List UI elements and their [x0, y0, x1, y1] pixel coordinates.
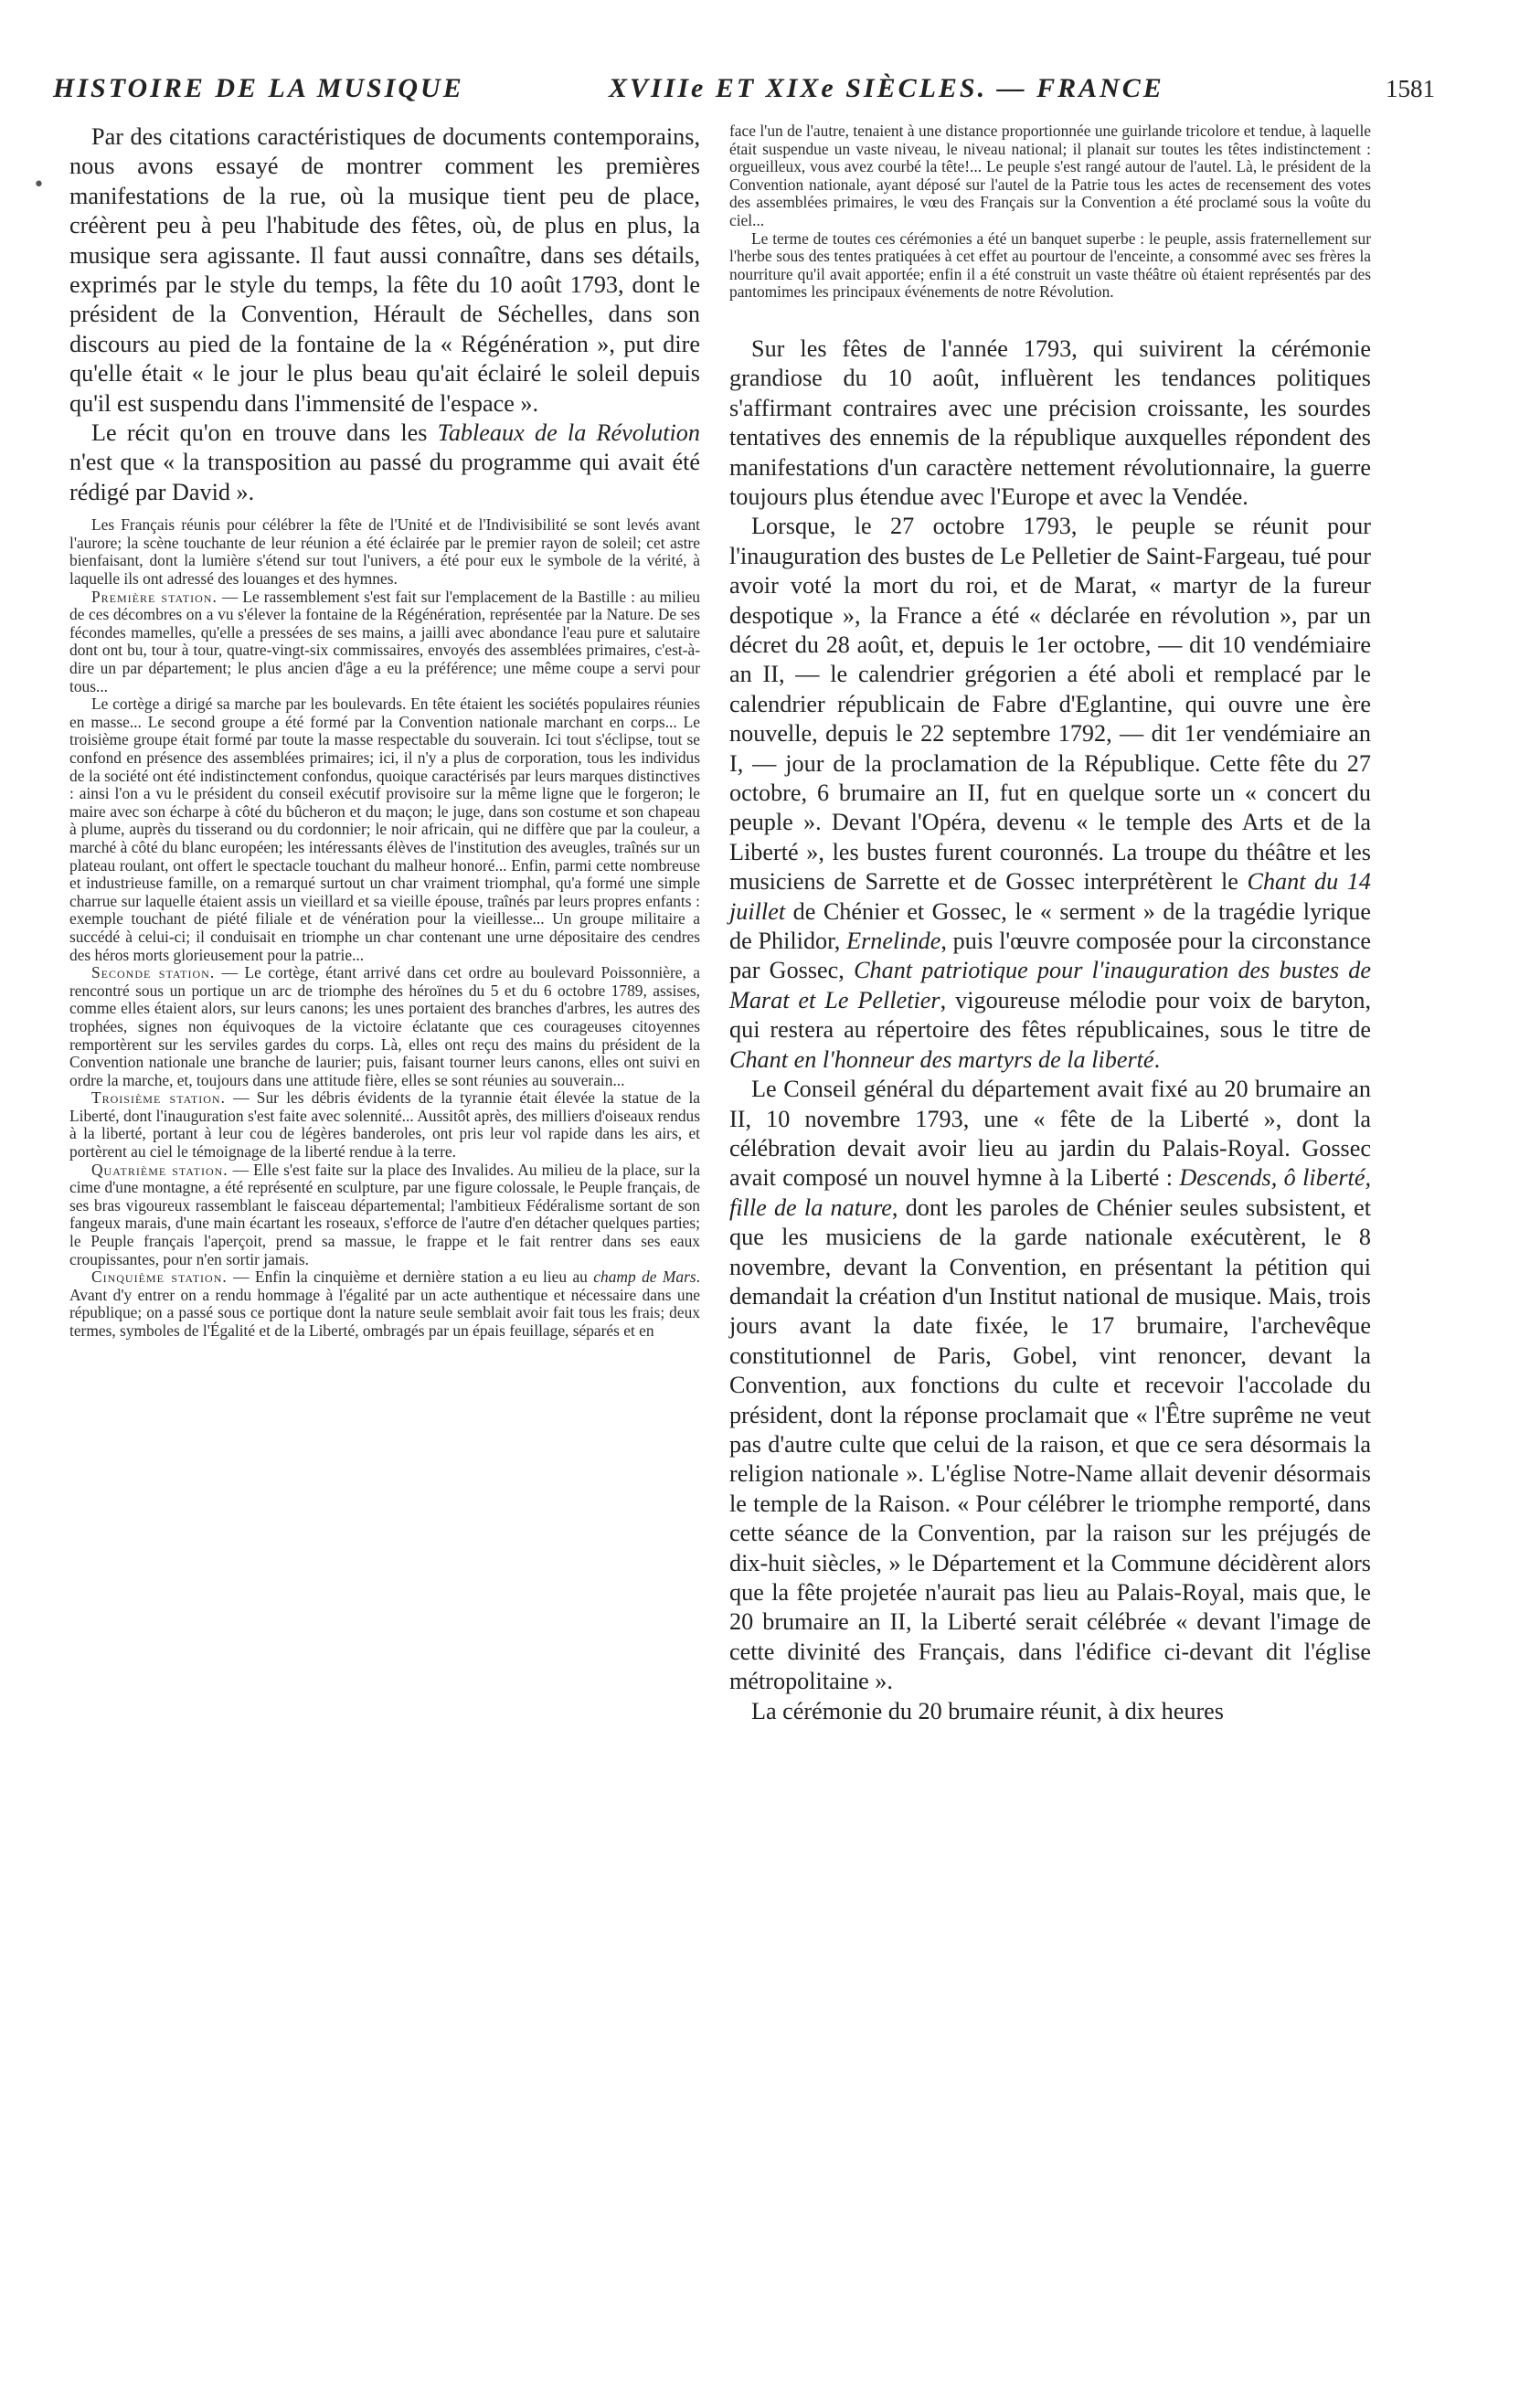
right-column — [729, 122, 1371, 1726]
body-paragraph — [729, 512, 1371, 1075]
italic-title: Chant patriotique pour l'inauguration des bustes de Marat et Le Pelletier — [729, 957, 1371, 1013]
italic-place: champ de Mars — [593, 1268, 696, 1287]
italic-title: Chant en l'honneur des martyrs de la liberté — [729, 1045, 1154, 1073]
italic-title: Ernelinde — [846, 928, 941, 955]
text-run: , puis l'œuvre composée pour la circonstance par Gossec, — [729, 928, 1371, 984]
italic-title: Descends, ô liberté, fille de la nature — [729, 1164, 1371, 1221]
station-text: — Le cortège, étant arrivé dans cet ordre au boulevard Poissonnière, a rencontré sous un portique un arc de triomphe des héroïnes du 5 et du 6 octobre 1789, assises, comme elles étaient alors, sur leurs canons; les unes portaient des branches d'arbres, les autres des trophées, signes non équivoques de la victoire éclatante que ces courageuses citoyennes remportèrent sur les serviles gardes du corps. Là, elles ont reçu des mains du président de la Convention nationale une branche de laurier; puis, faisant tourner leurs canons, elles ont suivi en ordre la marche, et, toujours dans une attitude fière, elles se sont réunies au souverain... — [69, 963, 700, 1089]
station-label: Quatrième station. — [91, 1160, 228, 1179]
station-label: Cinquième station. — [91, 1268, 228, 1287]
station-1 — [69, 589, 700, 696]
italic-title: Tableaux de la Révolution — [437, 419, 700, 447]
station-4 — [69, 1162, 700, 1269]
left-column — [69, 122, 700, 1341]
running-head-title: HISTOIRE DE LA MUSIQUE — [53, 73, 464, 103]
station-text: — Sur les débris évidents de la tyrannie était élevée la statue de la Liberté, dont l'inauguration s'est faite avec solennité... Aussitôt après, des milliers d'oiseaux rendus à la liberté, portant à leur cou de légères banderoles, ont pris leur vol rapide dans les airs, et portèrent au ciel le témoignage de la liberté rendue à la terre. — [69, 1088, 700, 1162]
margin-mark: • — [33, 174, 45, 196]
intro-paragraph-2 — [69, 419, 700, 507]
text-run: Lorsque, le 27 octobre 1793, le peuple se réunit pour l'inauguration des bustes de Le Pelletier de Saint-Fargeau, tué pour avoir voté la mort du roi, et de Marat, « martyr de la fureur despotique », la France a été « déclarée en révolution », par un décret du 28 août, et, depuis le 1er octobre, — dit 10 vendémiaire an II, — le calendrier grégorien a été aboli et remplacé par le calendrier républicain de Fabre d'Eglantine, qui ouvre une ère nouvelle, depuis le 22 septembre 1792, — dit 1er vendémiaire an I, — jour de la proclamation de la République. Cette fête du 27 octobre, 6 brumaire an II, fut en quelque sorte un « concert du peuple ». Devant l'Opéra, devenu « le temple des Arts et de la Liberté », les bustes furent couronnés. La troupe du théâtre et les musiciens de Sarrette et de Gossec interprétèrent le — [729, 513, 1371, 896]
station-text: — Elle s'est faite sur la place des Invalides. Au milieu de la place, sur la cime d'une montagne, a été représenté en sculpture, par une figure colossale, le Peuple français, de ses bras vigoureux rassemblant le faisceau départemental; l'ambitieux Fédéralisme sortant de son fangeux marais, d'une main écartant les roseaux, s'efforce de l'autre d'en détacher quelques parties; le Peuple français l'aperçoit, prend sa massue, le frappe et le fait rentrer dans ses eaux croupissantes, pour n'en sortir jamais. — [69, 1160, 700, 1268]
text-run: de Chénier et Gossec, le « serment » de la tragédie lyrique de Philidor, — [729, 897, 1371, 955]
text-run: , dont les paroles de Chénier seules subsistent, et que les musiciens de la garde nationale exécutèrent, le 8 novembre, devant la Convention, en présentant la pétition qui demandait la création d'un Institut national de musique. Mais, trois jours avant la date fixée, le 17 brumaire, l'archevêque constitutionnel de Paris, Gobel, vint renoncer, devant la Convention, aux fonctions du culte et recevoir l'accolade du président, dont la réponse proclamait que « l'Être suprême ne veut pas d'autre culte que celui de la raison, et que ce sera désormais la religion nationale ». L'église Notre-Name allait devenir désormais le temple de la Raison. « Pour célébrer le triomphe remporté, dans cette séance de la Convention, par la raison sur les préjugés de dix-huit siècles, » le Département et la Commune décidèrent alors que la fête projetée n'aurait pas lieu au Palais-Royal, mais que, le 20 brumaire an II, la Liberté serait célébrée « devant l'image de cette divinité des Français, dans l'édifice ci-devant dit l'église métropolitaine ». — [729, 1193, 1371, 1695]
cortege-paragraph: Le cortège a dirigé sa marche par les boulevards. En tête étaient les sociétés populaires réunies en masse... Le second groupe a été formé par la Convention nationale marchant en corps... Le troisième groupe était formé par toute la masse respectable du souverain. Ici tout s'éclipse, tout se confond en présence des assemblées primaires; ici, il n'y a plus de corporation, tous les individus de la société ont été indistinctement confondus, quoique caractérisés par leurs marques distinctives : ainsi l'on a vu le président du conseil exécutif provisoire sur la même ligne que le forgeron; le maire avec son écharpe à côté du bûcheron et du maçon; le juge, dans son costume et son chapeau à plume, auprès du tisserand ou du cordonnier; le noir africain, qui ne diffère que par la couleur, a marché à côté du blanc européen; les intéressants élèves de l'institution des aveugles, traînés sur un plateau roulant, ont offert le spectacle touchant du malheur honoré... Enfin, parmi cette nombreuse et industrieuse famille, on a remarqué surtout un char vraiment triomphal, qu'a formé une simple charrue sur laquelle étaient assis un vieillard et sa vieille épouse, traînés par leurs propres enfants : exemple touchant de piété filiale et de vénération pour la vieillesse... Un groupe militaire a succédé à celui-ci; il conduisait en triomphe un char contenant une urne dépositaire des cendres des héros morts glorieusement pour la patrie... — [69, 695, 700, 964]
body-paragraph: La cérémonie du 20 brumaire réunit, à dix heures — [751, 1697, 1224, 1724]
page-number: 1581 — [1386, 75, 1435, 102]
body-paragraph — [729, 1075, 1371, 1697]
station-label: Première station. — [91, 587, 218, 606]
station-label: Seconde station. — [91, 963, 216, 982]
station-3 — [69, 1089, 700, 1161]
running-head-section: XVIIIe ET XIXe SIÈCLES. — FRANCE — [609, 73, 1164, 103]
text-run: Le Conseil général du département avait fixé au 20 brumaire an II, 10 novembre 1793, une « fête de la Liberté », dont la célébration devait avoir lieu au jardin du Palais-Royal. Gossec avait composé un nouvel hymne à la Liberté : — [729, 1076, 1371, 1192]
italic-title: Chant du 14 juillet — [729, 868, 1371, 925]
intro-paragraph: Par des citations caractéristiques de documents contemporains, nous avons essayé de montrer comment les premières manifestations de la rue, où la musique tient peu de place, créèrent peu à peu l'habitude des fêtes, où, de plus en plus, la musique sera agissante. Il faut aussi connaître, dans ses détails, exprimés par le style du temps, la fête du 10 août 1793, dont le président de la Convention, Hérault de Séchelles, dans son discours au pied de la fontaine de la « Régénération », put dire qu'elle était « le jour le plus beau qu'ait éclairé le soleil depuis qu'il est suspendu dans l'immensité de l'espace ». — [69, 123, 700, 417]
quote-conclusion: Le terme de toutes ces cérémonies a été un banquet superbe : le peuple, assis fraternellement sur l'herbe sous des tentes pratiquées à cet effet au pourtour de l'enceinte, a consommé avec ses frères la nourriture qu'il avait apportée; enfin il a été construit un vaste théâtre où étaient représentés par des pantomimes les principaux événements de notre Révolution. — [729, 228, 1371, 302]
station-label: Troisième station. — [91, 1088, 226, 1108]
body-paragraph: Sur les fêtes de l'année 1793, qui suivirent la cérémonie grandiose du 10 août, influèrent les tendances politiques s'affirmant contraires avec une précision croissante, les sourdes tentatives des ennemis de la république auxquelles répondent des manifestations d'un caractère nettement révolutionnaire, la guerre toujours plus étendue avec l'Europe et avec la Vendée. — [729, 334, 1371, 510]
station-2 — [69, 964, 700, 1089]
text-run: Le récit qu'on en trouve dans les — [91, 419, 438, 447]
quote-intro: Les Français réunis pour célébrer la fête de l'Unité et de l'Indivisibilité se sont levés avant l'aurore; la scène touchante de leur réunion a été éclairée par le premier rayon de soleil; cet astre bienfaisant, dont la lumière s'étend sur tout l'univers, a été pour eux le symbole de la vérité, à laquelle ils ont adressé des louanges et des hymnes. — [69, 515, 700, 589]
station-text: — Enfin la cinquième et dernière station a eu lieu au — [227, 1268, 594, 1287]
quote-continuation: face l'un de l'autre, tenaient à une distance proportionnée une guirlande tricolore et tendue, à laquelle était suspendue un vaste niveau, le niveau national; il planait sur toutes les têtes indistinctement : orgueilleux, vous avez courbé la tête!... Le peuple s'est rangé autour de l'autel. Là, le président de la Convention nationale, ayant déposé sur l'autel de la Patrie tous les actes de recensement des votes des assemblées primaires, le vœu des Français sur la Convention a été proclamé sous la voûte du ciel... — [729, 122, 1371, 229]
running-head — [53, 73, 1435, 110]
station-text: . Avant d'y entrer on a rendu hommage à l'égalité par un acte authentique et nécessaire dans une république; on a passé sous ce portique dont la nature seule semblait avoir fait tous les frais; deux termes, symboles de l'Égalité et de la Liberté, ombragés par un épais feuillage, séparés et en — [69, 1268, 700, 1340]
text-run: , vigoureuse mélodie pour voix de baryton, qui restera au répertoire des fêtes républicaines, sous le titre de — [729, 986, 1372, 1044]
text-run: n'est que « la transposition au passé du programme qui avait été rédigé par David ». — [69, 449, 700, 505]
station-text: — Le rassemblement s'est fait sur l'emplacement de la Bastille : au milieu de ces décombres on a vu s'élever la fontaine de la Régénération, représentée par la Nature. De ses fécondes mamelles, qu'elle a pressées de ses mains, a jailli avec abondance l'eau pure et salutaire dont ont bu, tour à tour, quatre-vingt-six commissaires, envoyés des assemblées primaires, c'est-à-dire un par département; le plus ancien d'âge a eu la préférence; une même coupe a servi pour tous... — [69, 587, 700, 695]
station-5 — [69, 1268, 700, 1340]
text-run: . — [1153, 1045, 1161, 1073]
